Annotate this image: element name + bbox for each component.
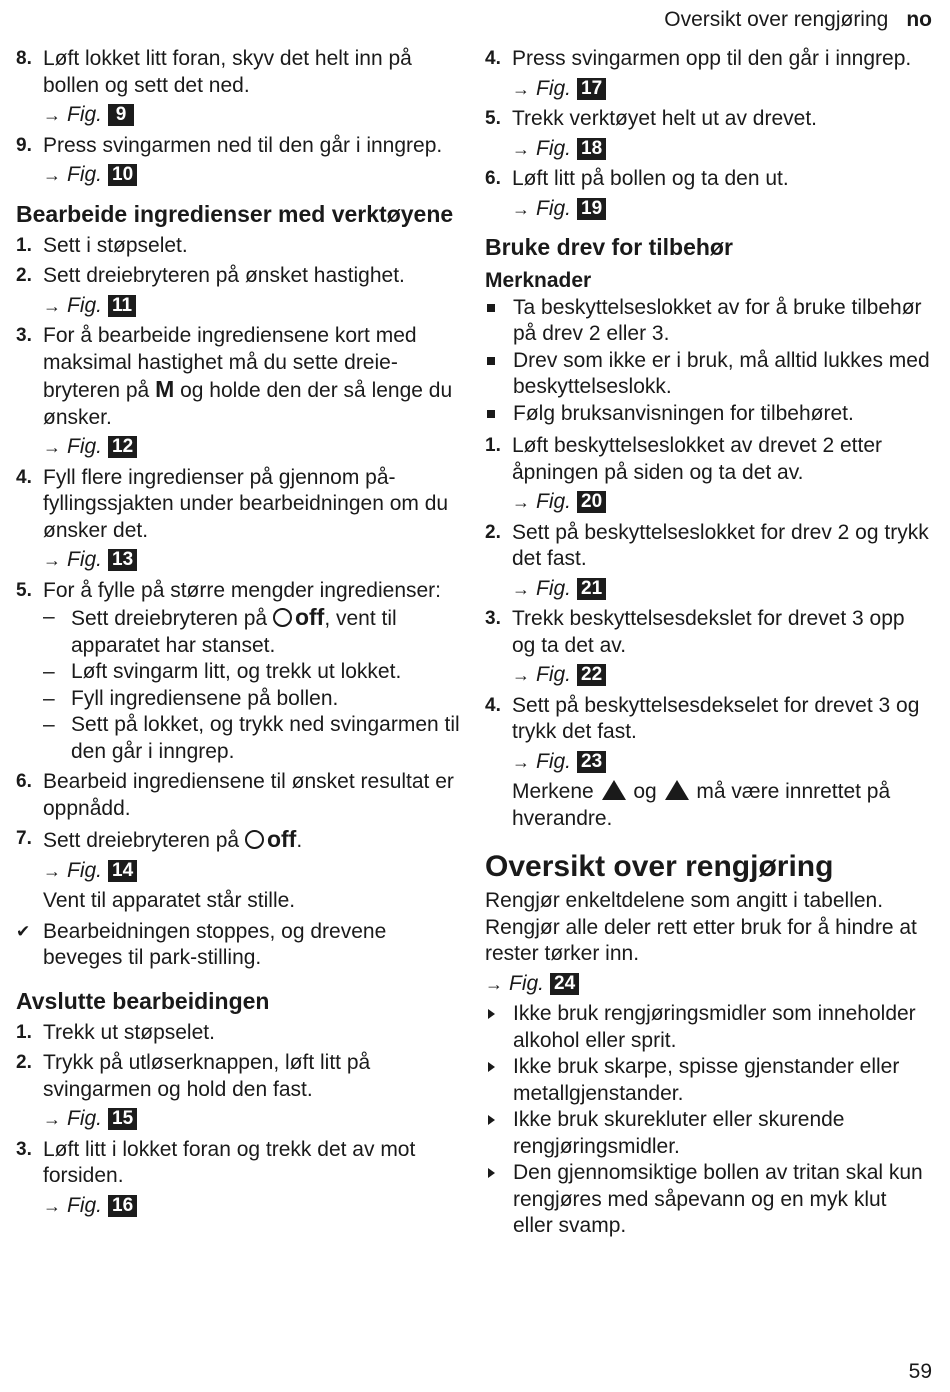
running-header — [664, 8, 932, 32]
checkmark-icon: ✔ — [16, 921, 31, 941]
page-number: 59 — [908, 1360, 932, 1383]
fig-label: Fig. — [536, 136, 572, 160]
result-text: Bearbeidningen stoppes, og drevene beveges til park-stilling. — [43, 919, 387, 969]
arrow-right-icon: → — [512, 78, 530, 99]
figure-number-badge: 20 — [577, 491, 606, 513]
step-number: 3. — [485, 608, 501, 629]
fig-label: Fig. — [67, 103, 103, 126]
text-fragment: Merkene — [512, 780, 600, 803]
fig-label: Fig. — [67, 293, 103, 317]
step-1 — [16, 233, 461, 260]
fig-label: Fig. — [67, 435, 103, 458]
arrow-right-icon: → — [43, 1195, 61, 1216]
step-9 — [16, 133, 461, 189]
figure-number-badge: 10 — [108, 164, 137, 186]
triangle-bullet-icon — [488, 1115, 495, 1125]
figure-reference — [512, 576, 930, 603]
max-speed-symbol: M — [155, 376, 175, 402]
step-number: 5. — [16, 579, 32, 601]
figure-number-badge: 24 — [550, 973, 579, 995]
language-code: no — [906, 8, 932, 31]
step-text: Løft litt på bollen og ta den ut. — [512, 167, 789, 190]
off-circle-icon — [245, 830, 264, 849]
step-text: Trekk verktøyet helt ut av drevet. — [512, 107, 817, 130]
figure-number-badge: 18 — [577, 138, 606, 160]
triangle-marker-icon — [602, 780, 626, 800]
square-bullet-icon — [487, 357, 495, 365]
warning-item — [485, 1160, 930, 1240]
figure-number-badge: 11 — [108, 295, 136, 317]
fig-label: Fig. — [67, 163, 103, 186]
note-text: Følg bruksanvisningen for tilbehøret. — [513, 401, 854, 425]
figure-reference — [43, 162, 461, 189]
arrow-right-icon: → — [43, 550, 61, 570]
step-number: 2. — [485, 521, 501, 543]
triangle-bullet-icon — [488, 1168, 495, 1178]
triangle-bullet-icon — [488, 1009, 495, 1019]
figure-number-badge: 14 — [108, 860, 137, 882]
step-number: 9. — [16, 134, 32, 156]
warning-text: Ikke bruk rengjøringsmidler som inneholder alkohol eller sprit. — [513, 1002, 916, 1052]
step-number: 4. — [485, 694, 501, 716]
step-6 — [485, 166, 930, 222]
step-text: Sett dreiebryteren på ønsket hastighet. — [43, 264, 405, 287]
arrow-right-icon: → — [512, 492, 530, 512]
step-text — [43, 323, 461, 431]
figure-reference — [43, 1106, 461, 1133]
step-text: Press svingarmen ned til den går i inngrep. — [43, 133, 443, 157]
warning-text: Ikke bruk skurekluter eller skurende rengjøringsmidler. — [513, 1108, 845, 1158]
step-text: Press svingarmen opp til den går i inngrep. — [512, 47, 912, 70]
section-heading: Bearbeide ingredienser med verktøyene — [16, 200, 454, 227]
fig-label: Fig. — [67, 1107, 103, 1130]
step-3 — [485, 606, 930, 689]
step-text — [43, 826, 461, 855]
figure-number-badge: 23 — [577, 751, 606, 773]
step-4 — [485, 693, 930, 833]
step-3 — [16, 323, 461, 461]
note-item — [485, 401, 930, 428]
arrow-right-icon: → — [43, 295, 61, 316]
step-text: For å fylle på større mengder ingredienser: — [43, 578, 442, 602]
arrow-right-icon: → — [43, 165, 61, 185]
step-text: Sett på beskyttelsesdekselet for drevet 3 og trykk det fast. — [512, 693, 920, 743]
step-note: Vent til apparatet står stille. — [43, 889, 296, 912]
arrow-right-icon: → — [485, 973, 503, 994]
step-number: 3. — [16, 325, 32, 346]
figure-reference — [485, 971, 930, 998]
arrow-right-icon: → — [43, 437, 61, 457]
step-1 — [16, 1020, 461, 1047]
note-text: Ta beskyttelseslokket av for å bruke tilbehør på drev 2 eller 3. — [513, 295, 922, 345]
fig-label: Fig. — [536, 749, 572, 773]
square-bullet-icon — [487, 410, 495, 418]
figure-number-badge: 12 — [108, 436, 137, 458]
figure-reference — [43, 434, 461, 461]
step-2 — [16, 263, 461, 319]
warning-item — [485, 1001, 930, 1054]
note-item — [485, 348, 930, 401]
step-7 — [16, 826, 461, 915]
step-number: 6. — [16, 771, 32, 792]
off-circle-icon — [273, 608, 292, 627]
fig-label: Fig. — [536, 76, 572, 100]
figure-number-badge: 15 — [108, 1108, 137, 1130]
figure-reference — [512, 489, 930, 516]
intro-text: Rengjør enkeltdelene som angitt i tabellen. Rengjør alle deler rett etter bruk for å hindre at rester tørker inn. — [485, 889, 917, 965]
right-column — [485, 46, 930, 1240]
fig-label: Fig. — [536, 490, 572, 513]
off-symbol: off — [294, 604, 325, 630]
step-number: 2. — [16, 265, 32, 286]
step-4 — [16, 465, 461, 574]
text-fragment: må være innrettet på hverandre. — [512, 780, 891, 830]
arrow-right-icon: → — [43, 860, 61, 881]
step-4 — [485, 46, 930, 102]
dash-marker: – — [43, 686, 55, 710]
off-symbol: off — [266, 826, 297, 852]
square-bullet-icon — [487, 304, 495, 312]
figure-reference — [512, 136, 930, 163]
text-fragment: og holde den der så lenge du ønsker. — [43, 379, 453, 429]
step-number: 1. — [16, 234, 32, 256]
step-number: 6. — [485, 168, 501, 189]
substep-text: Løft svingarm litt, og trekk ut lokket. — [71, 660, 402, 683]
result-line — [16, 919, 461, 972]
figure-reference — [43, 1193, 461, 1220]
fig-label: Fig. — [536, 663, 572, 686]
text-fragment: For å bearbeide ingrediensene kort med maksimal hastighet må du sette dreiebryteren på — [43, 324, 417, 402]
step-number: 3. — [16, 1138, 32, 1160]
step-1 — [485, 433, 930, 516]
note-text: Drev som ikke er i bruk, må alltid lukkes med beskyttelseslokk. — [513, 348, 930, 398]
step-text: Fyll flere ingredienser på gjennom påfyllingssjakten under bearbeidningen om du ønsker det. — [43, 465, 449, 542]
section-heading: Bruke drev for tilbehør — [485, 234, 733, 260]
arrow-right-icon: → — [512, 198, 530, 219]
note-item — [485, 295, 930, 348]
substep-text: Fyll ingrediensene på bollen. — [71, 686, 339, 710]
figure-number-badge: 22 — [577, 664, 606, 686]
substep-text: Sett på lokket, og trykk ned svingarmen til den går i inngrep. — [71, 713, 460, 763]
step-text: Løft beskyttelseslokket av drevet 2 etter åpningen på siden og ta det av. — [512, 434, 883, 484]
arrow-right-icon: → — [512, 578, 530, 599]
substep — [43, 659, 461, 686]
figure-number-badge: 9 — [108, 104, 134, 126]
substep — [43, 712, 461, 765]
step-number: 8. — [16, 48, 32, 69]
warning-item — [485, 1107, 930, 1160]
figure-reference — [43, 293, 461, 320]
figure-reference — [43, 102, 461, 129]
figure-number-badge: 17 — [577, 78, 606, 100]
warning-text: Den gjennomsiktige bollen av tritan skal kun rengjøres med såpevann og en myk klut eller svamp. — [513, 1161, 923, 1237]
step-number: 5. — [485, 108, 501, 129]
step-3 — [16, 1137, 461, 1220]
triangle-marker-icon — [665, 780, 689, 800]
step-number: 7. — [16, 828, 32, 849]
step-text: Trekk beskyttelsesdekslet for drevet 3 opp og ta det av. — [512, 607, 905, 657]
arrow-right-icon: → — [43, 1109, 61, 1129]
triangle-bullet-icon — [488, 1062, 495, 1072]
section-heading: Avslutte bearbeidingen — [16, 987, 270, 1014]
section-title: Oversikt over rengjøring — [485, 850, 834, 883]
substep — [43, 604, 461, 659]
fig-label: Fig. — [67, 858, 103, 882]
step-8 — [16, 46, 461, 129]
fig-label: Fig. — [67, 548, 103, 571]
left-column — [16, 46, 461, 1223]
step-5 — [16, 578, 461, 766]
fig-label: Fig. — [536, 576, 572, 600]
warning-text: Ikke bruk skarpe, spisse gjenstander eller metallgjenstander. — [513, 1055, 900, 1105]
header-title: Oversikt over rengjøring — [664, 8, 889, 31]
step-number: 4. — [485, 48, 501, 69]
figure-reference — [43, 858, 461, 885]
step-number: 1. — [485, 435, 501, 456]
step-text: Sett i støpselet. — [43, 233, 188, 257]
dash-marker: – — [43, 605, 55, 628]
substep — [43, 686, 461, 713]
fig-label: Fig. — [67, 1193, 103, 1217]
step-text: Sett på beskyttelseslokket for drev 2 og trykk det fast. — [512, 520, 929, 570]
text-fragment: Sett dreiebryteren på — [71, 607, 273, 630]
step-number: 1. — [16, 1021, 32, 1043]
step-text: Løft lokket litt foran, skyv det helt inn på bollen og sett det ned. — [43, 47, 412, 97]
step-text: Trekk ut støpselet. — [43, 1020, 215, 1044]
step-text: Bearbeid ingrediensene til ønsket resultat er oppnådd. — [43, 770, 454, 820]
arrow-right-icon: → — [512, 665, 530, 685]
step-5 — [485, 106, 930, 162]
warning-item — [485, 1054, 930, 1107]
fig-label: Fig. — [536, 196, 572, 220]
figure-number-badge: 16 — [108, 1195, 137, 1217]
figure-number-badge: 13 — [108, 549, 137, 571]
text-fragment: , vent til apparatet har stanset. — [71, 607, 397, 657]
figure-number-badge: 19 — [577, 198, 606, 220]
figure-reference — [512, 196, 930, 223]
text-fragment: . — [296, 829, 303, 852]
dash-marker: – — [43, 713, 55, 736]
step-2 — [16, 1050, 461, 1133]
text-fragment: og — [627, 780, 663, 803]
step-2 — [485, 520, 930, 603]
step-number: 2. — [16, 1052, 32, 1073]
step-text: Trykk på utløserknappen, løft litt på svingarmen og hold den fast. — [43, 1051, 371, 1101]
figure-reference — [512, 662, 930, 689]
dash-marker: – — [43, 660, 55, 683]
figure-reference — [43, 547, 461, 574]
arrow-right-icon: → — [43, 105, 61, 125]
text-fragment: Sett dreiebryteren på — [43, 829, 245, 852]
arrow-right-icon: → — [512, 751, 530, 772]
figure-reference — [512, 76, 930, 103]
figure-reference — [512, 749, 930, 776]
step-text: Løft litt i lokket foran og trekk det av mot forsiden. — [43, 1137, 416, 1187]
step-6 — [16, 769, 461, 822]
notes-heading: Merknader — [485, 269, 592, 292]
fig-label: Fig. — [509, 971, 545, 995]
step-note — [512, 779, 930, 832]
step-number: 4. — [16, 466, 32, 488]
figure-number-badge: 21 — [577, 578, 606, 600]
arrow-right-icon: → — [512, 138, 530, 159]
